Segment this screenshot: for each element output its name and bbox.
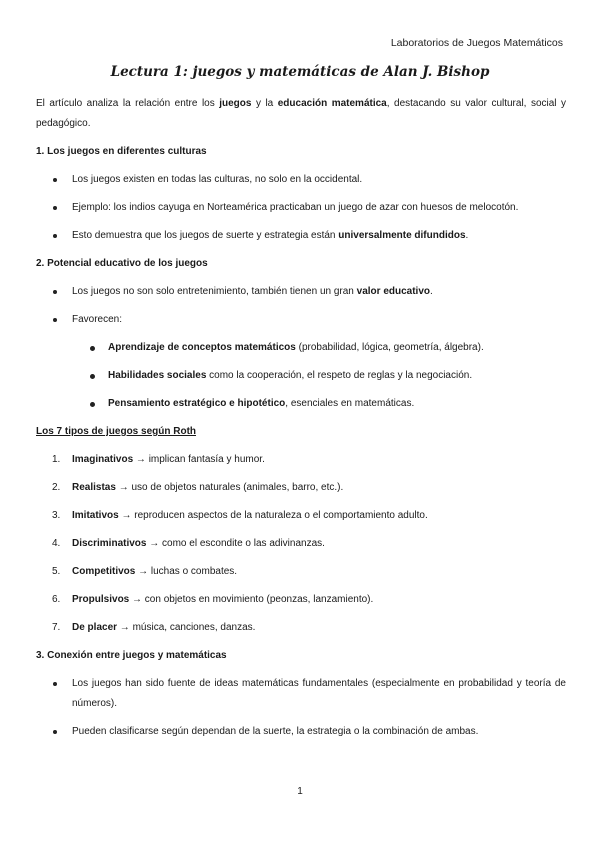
item-number: 2. bbox=[52, 482, 61, 493]
item-bold: Propulsivos bbox=[72, 594, 130, 605]
numbered-item bbox=[36, 590, 566, 610]
bullet-list bbox=[36, 282, 566, 414]
document-body bbox=[36, 94, 566, 750]
intro-text: y la bbox=[251, 98, 278, 109]
intro-text: El artículo analiza la relación entre los bbox=[36, 98, 220, 109]
item-text: . bbox=[465, 230, 469, 241]
item-text: Pueden clasificarse según dependan de la suerte, la estrategia o la combinación de ambas. bbox=[72, 726, 479, 737]
item-bold: Discriminativos bbox=[72, 538, 147, 549]
item-text: Los juegos han sido fuente de ideas matemáticas fundamentales (especialmente en probabilidad y teoría de números). bbox=[72, 678, 566, 709]
numbered-list bbox=[36, 450, 566, 638]
item-text: Ejemplo: los indios cayuga en Norteamérica practicaban un juego de azar con huesos de melocotón. bbox=[72, 202, 519, 213]
item-text: , esenciales en matemáticas. bbox=[285, 398, 415, 409]
section-heading: 1. Los juegos en diferentes culturas bbox=[36, 146, 207, 157]
item-bold: Competitivos bbox=[72, 566, 136, 577]
intro-bold: educación matemática bbox=[277, 98, 387, 109]
item-bold: Aprendizaje de conceptos matemáticos bbox=[108, 342, 296, 353]
sub-bullet-list bbox=[72, 338, 566, 414]
item-text: → como el escondite o las adivinanzas. bbox=[146, 538, 325, 549]
page-header: Laboratorios de Juegos Matemáticos bbox=[390, 37, 563, 49]
numbered-item bbox=[36, 562, 566, 582]
item-text: como la cooperación, el respeto de reglas y la negociación. bbox=[206, 370, 473, 381]
list-item bbox=[36, 310, 566, 414]
item-bold: Habilidades sociales bbox=[108, 370, 207, 381]
numbered-item bbox=[36, 534, 566, 554]
item-number: 6. bbox=[52, 594, 61, 605]
section-heading: 3. Conexión entre juegos y matemáticas bbox=[36, 650, 227, 661]
item-number: 3. bbox=[52, 510, 61, 521]
item-bold: De placer bbox=[72, 622, 118, 633]
item-text: → uso de objetos naturales (animales, barro, etc.). bbox=[115, 482, 344, 493]
list-item bbox=[36, 282, 566, 302]
item-text: → implican fantasía y humor. bbox=[133, 454, 265, 465]
title-prefix: Lectura 1: bbox=[110, 64, 193, 80]
title-main: juegos y matemáticas de Alan J. Bishop bbox=[192, 64, 490, 80]
item-number: 4. bbox=[52, 538, 61, 549]
item-bold: Realistas bbox=[72, 482, 116, 493]
item-text: . bbox=[430, 286, 433, 297]
item-text: Esto demuestra que los juegos de suerte y estrategia están bbox=[72, 230, 339, 241]
item-text: → con objetos en movimiento (peonzas, lanzamiento). bbox=[129, 594, 374, 605]
sub-list-item bbox=[72, 338, 566, 358]
numbered-item bbox=[36, 506, 566, 526]
bullet-list bbox=[36, 170, 566, 246]
item-bold: Imitativos bbox=[72, 510, 119, 521]
item-text: (probabilidad, lógica, geometría, álgebra). bbox=[295, 342, 484, 353]
item-bold: universalmente difundidos bbox=[338, 230, 466, 241]
item-text: Favorecen: bbox=[72, 314, 123, 325]
item-bold: valor educativo bbox=[356, 286, 430, 297]
list-item bbox=[36, 198, 566, 218]
bullet-list bbox=[36, 674, 566, 742]
item-bold: Imaginativos bbox=[72, 454, 134, 465]
intro-bold: juegos bbox=[219, 98, 252, 109]
item-number: 5. bbox=[52, 566, 61, 577]
item-bold: Pensamiento estratégico e hipotético bbox=[108, 398, 286, 409]
item-text: → reproducen aspectos de la naturaleza o el comportamiento adulto. bbox=[118, 510, 428, 521]
item-number: 1. bbox=[52, 454, 61, 465]
section-heading: 2. Potencial educativo de los juegos bbox=[36, 258, 208, 269]
sub-list-item bbox=[72, 394, 566, 414]
intro-paragraph bbox=[36, 94, 566, 134]
intro-text: , destacando su valor cultural, social y pedagógico. bbox=[36, 98, 567, 129]
item-text: → luchas o combates. bbox=[135, 566, 238, 577]
item-number: 7. bbox=[52, 622, 61, 633]
list-item bbox=[36, 674, 566, 714]
sub-list-item bbox=[72, 366, 566, 386]
numbered-item bbox=[36, 618, 566, 638]
list-item bbox=[36, 170, 566, 190]
numbered-item bbox=[36, 478, 566, 498]
list-item bbox=[36, 226, 566, 246]
numbered-item bbox=[36, 450, 566, 470]
section-heading: Los 7 tipos de juegos según Roth bbox=[36, 426, 197, 437]
list-item bbox=[36, 722, 566, 742]
item-text: Los juegos existen en todas las culturas, no solo en la occidental. bbox=[72, 174, 363, 185]
item-text: → música, canciones, danzas. bbox=[117, 622, 256, 633]
document-title bbox=[0, 64, 600, 80]
page-number: 1 bbox=[297, 786, 303, 797]
item-text: Los juegos no son solo entretenimiento, también tienen un gran bbox=[72, 286, 357, 297]
